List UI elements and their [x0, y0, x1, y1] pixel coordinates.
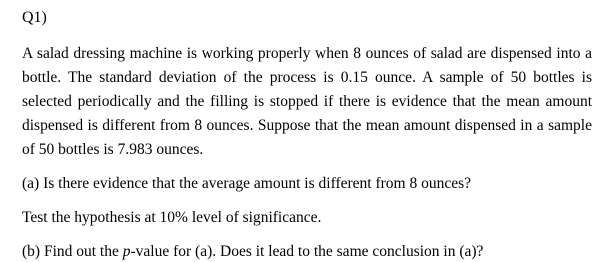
hypothesis-test-instruction: Test the hypothesis at 10% level of significance. — [22, 209, 322, 226]
document-body — [22, 8, 592, 262]
p-variable: p — [122, 243, 131, 260]
part-a-question: (a) Is there evidence that the average amount is different from 8 ounces? — [22, 175, 472, 192]
problem-statement: A salad dressing machine is working properly when 8 ounces of salad are dispensed into a bottle. The standard deviation of the process is 0.15 ounce. A sample of 50 bottles is selected periodically and the filling is stopped if there is evidence that the mean amount dispensed is different from 8 ounces. Suppose that the mean amount dispensed in a sample of 50 bottles is 7.983 ounces. — [22, 45, 592, 158]
part-b-prefix: (b) Find out the — [22, 243, 123, 260]
question-number: Q1) — [22, 9, 47, 26]
part-b-suffix: -value for (a). Does it lead to the same conclusion in (a)? — [130, 243, 484, 260]
part-b-question — [22, 242, 592, 262]
